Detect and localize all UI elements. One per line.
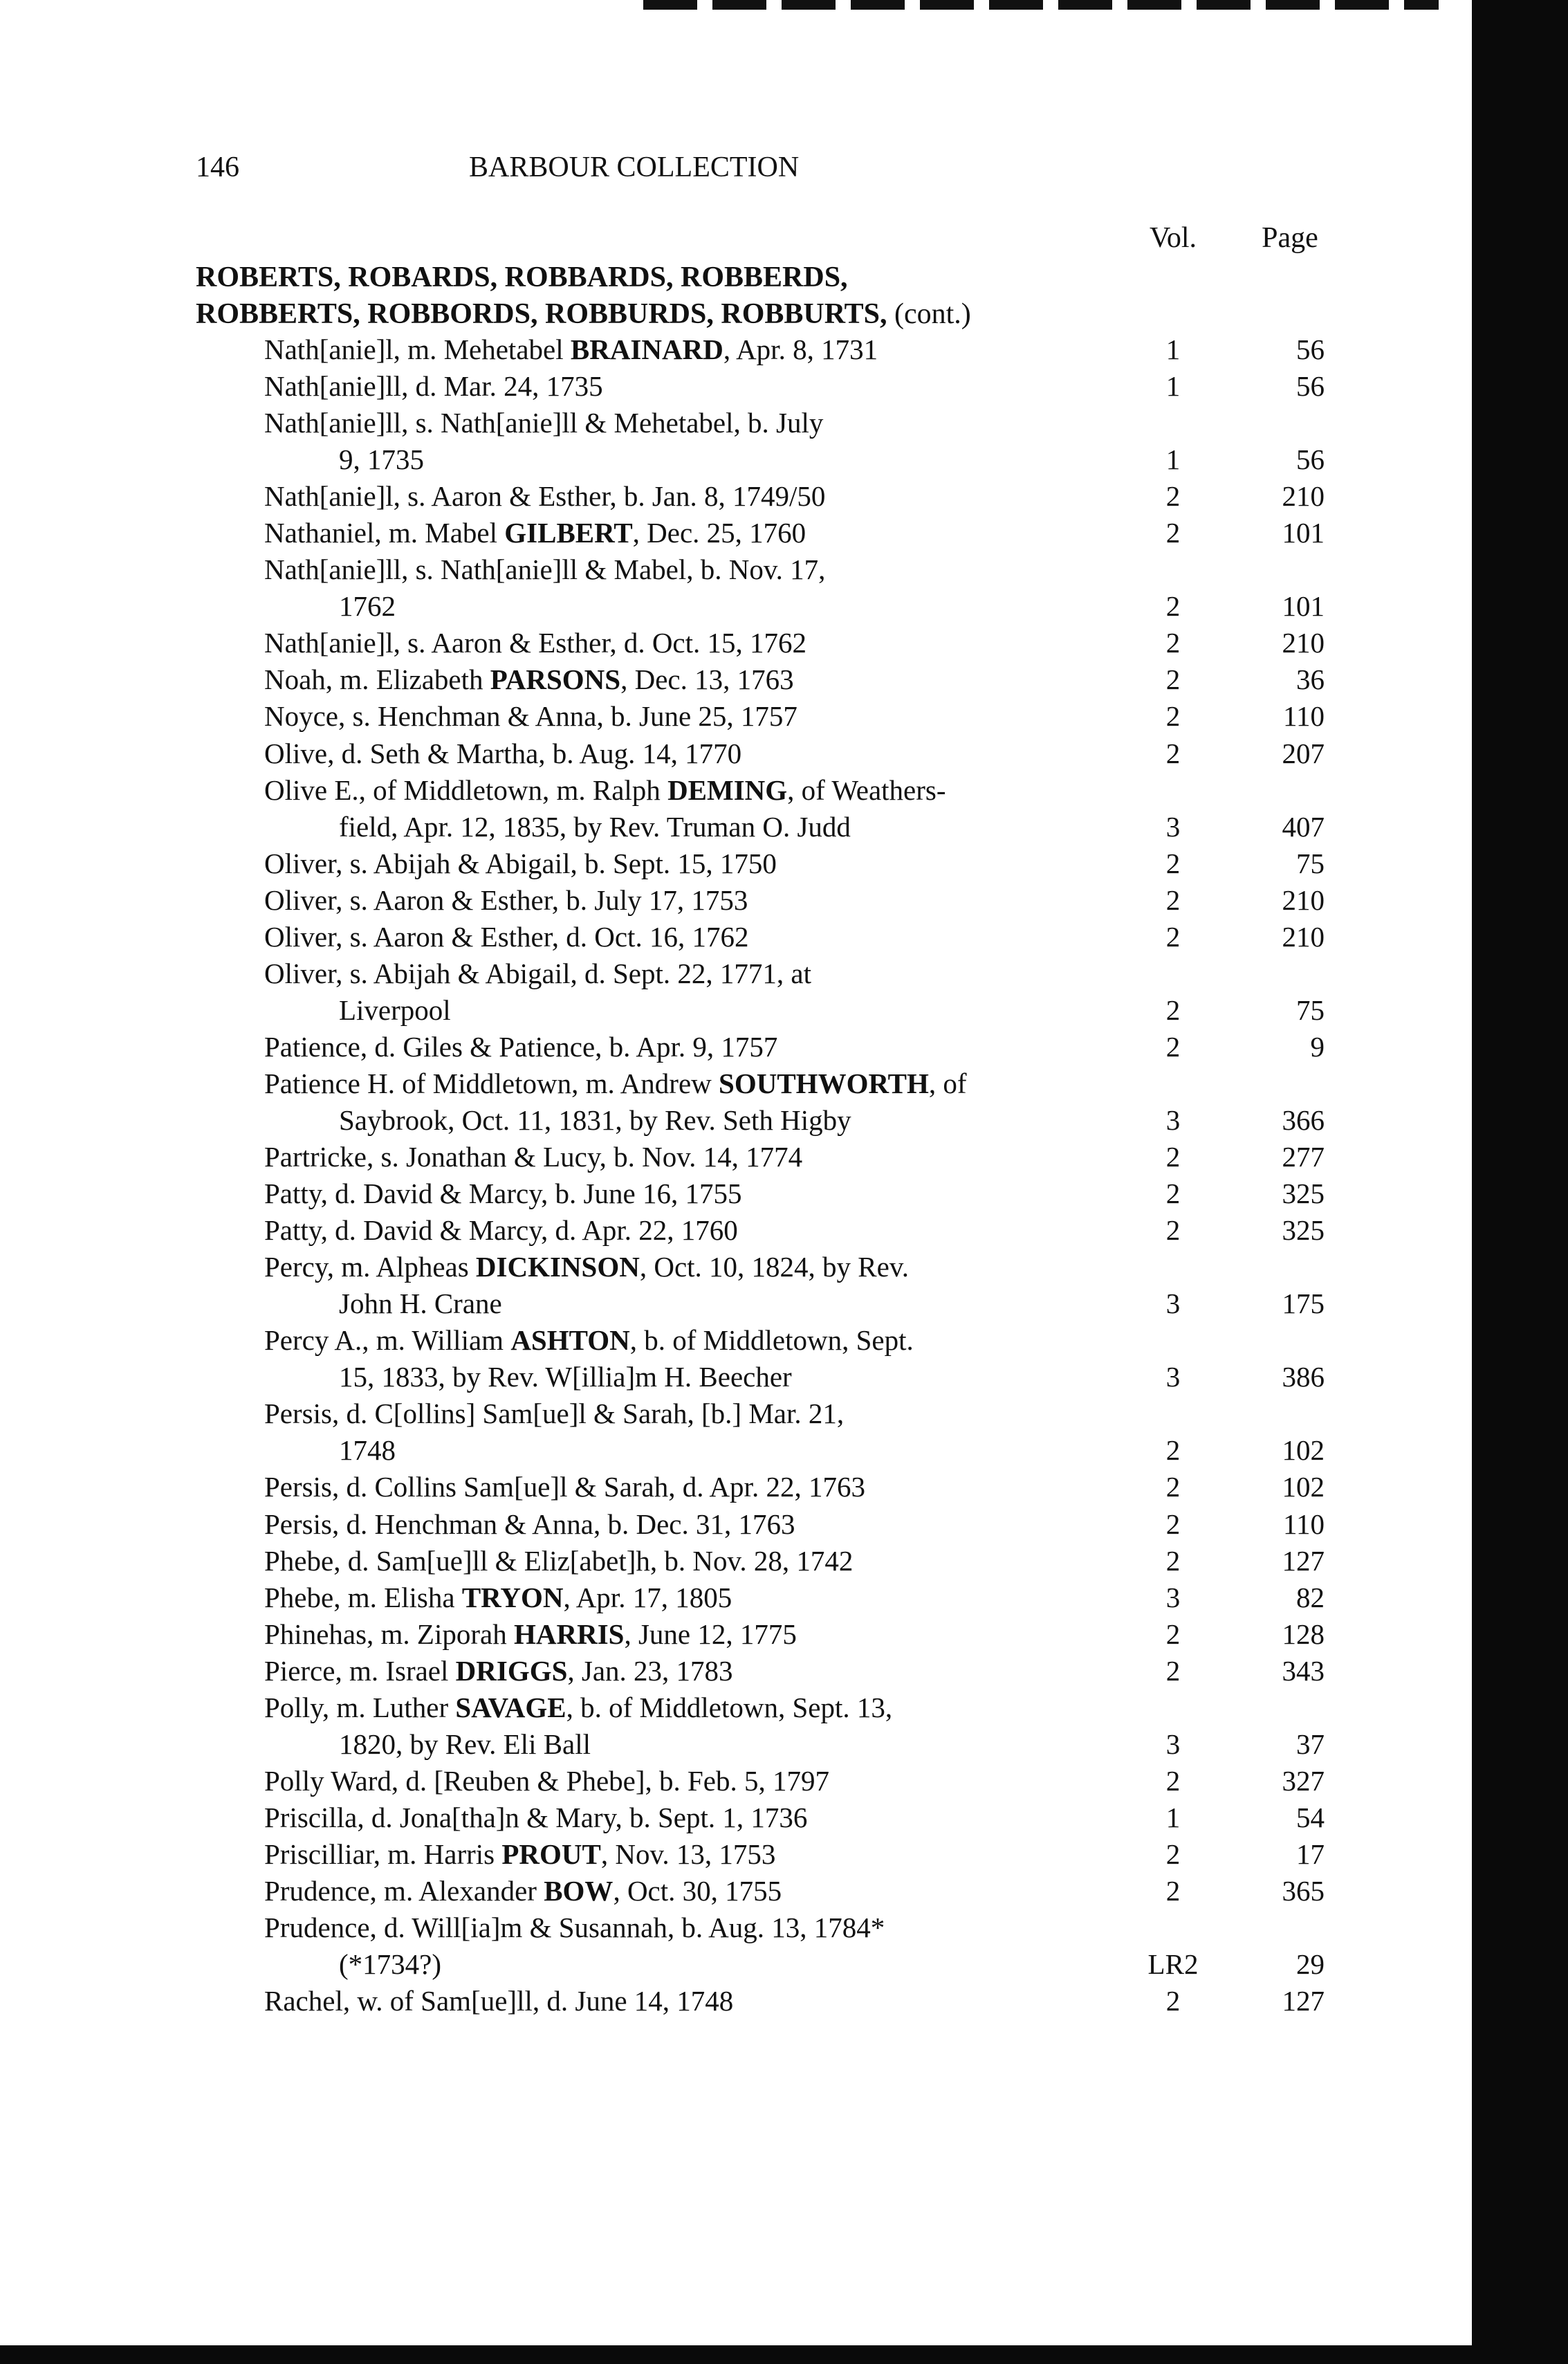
entry-line — [0, 955, 1452, 992]
volume-number: 2 — [1165, 1654, 1181, 1687]
volume-number: 2 — [1165, 883, 1181, 916]
column-header-page: Page — [1262, 222, 1318, 254]
entry-text — [264, 1249, 909, 1285]
entry-text-part: Patience, d. Giles & Patience, b. Apr. 9, 1757 — [264, 1030, 778, 1063]
top-edge-dashes — [643, 0, 1439, 10]
entry-line — [0, 551, 1452, 588]
page-reference: 343 — [1282, 1654, 1325, 1687]
entry-text — [264, 955, 811, 992]
spouse-surname: SAVAGE — [455, 1691, 566, 1723]
entry-text-part: 1748 — [339, 1434, 396, 1467]
page-reference: 127 — [1282, 1544, 1325, 1577]
surname-heading-line2 — [196, 300, 971, 329]
entry-line — [0, 405, 1452, 441]
entry-text — [264, 1212, 738, 1249]
entry-text — [264, 1983, 733, 2019]
entry-text-part: , b. of Middletown, Sept. — [629, 1324, 914, 1357]
volume-number: 1 — [1165, 370, 1181, 403]
volume-number: 2 — [1165, 700, 1181, 733]
page-reference: 386 — [1282, 1361, 1325, 1393]
volume-number: 3 — [1165, 1728, 1181, 1760]
volume-number: 2 — [1165, 627, 1181, 659]
entry-line — [0, 919, 1452, 955]
page-reference: 110 — [1283, 1508, 1325, 1540]
page-reference: 56 — [1296, 370, 1325, 403]
page-reference: 407 — [1282, 810, 1325, 843]
entry-text — [264, 1579, 732, 1616]
entry-text-part: Oliver, s. Aaron & Esther, d. Oct. 16, 1762 — [264, 920, 749, 953]
entry-text-part: (*1734?) — [339, 1948, 442, 1981]
entry-text-part: Prudence, m. Alexander — [264, 1874, 544, 1907]
page-reference: 102 — [1282, 1471, 1325, 1503]
page-reference: 36 — [1296, 663, 1325, 696]
entry-line — [0, 1249, 1452, 1285]
spouse-surname: DICKINSON — [475, 1251, 640, 1283]
page-reference: 210 — [1282, 883, 1325, 916]
entry-text — [264, 331, 878, 368]
volume-number: 3 — [1165, 1288, 1181, 1320]
volume-number: 2 — [1165, 1471, 1181, 1503]
entry-line — [0, 735, 1452, 772]
page-reference: 128 — [1282, 1618, 1325, 1650]
entry-text-part: Percy, m. Alpheas — [264, 1251, 476, 1283]
page-reference: 325 — [1282, 1178, 1325, 1210]
entry-text-part: Liverpool — [339, 993, 451, 1026]
volume-number: 1 — [1165, 443, 1181, 476]
entry-text-part: Nath[anie]ll, s. Nath[anie]ll & Mehetabel, b. July — [264, 407, 824, 439]
entry-text — [264, 1763, 829, 1799]
entry-text-part: Phebe, d. Sam[ue]ll & Eliz[abet]h, b. Nov. 28, 1742 — [264, 1544, 854, 1577]
entry-text-part: Percy A., m. William — [264, 1324, 511, 1357]
spouse-surname: ASHTON — [510, 1324, 630, 1357]
entry-text-part: , Nov. 13, 1753 — [600, 1838, 776, 1870]
entry-text-part: Polly, m. Luther — [264, 1691, 456, 1723]
entry-text-part: Persis, d. Henchman & Anna, b. Dec. 31, 1763 — [264, 1508, 795, 1540]
page-reference: 37 — [1296, 1728, 1325, 1760]
entry-text-part: Rachel, w. of Sam[ue]ll, d. June 14, 1748 — [264, 1985, 734, 2017]
volume-number: 1 — [1165, 1801, 1181, 1833]
entry-text-part: Phebe, m. Elisha — [264, 1581, 462, 1613]
entry-text-part: 15, 1833, by Rev. W[illia]m H. Beecher — [339, 1361, 792, 1393]
entry-text-part: , Apr. 8, 1731 — [723, 333, 878, 365]
volume-number: 2 — [1165, 1030, 1181, 1063]
entry-continuation-line — [0, 1359, 1452, 1395]
spouse-surname: PROUT — [501, 1838, 601, 1870]
entry-text-part: Oliver, s. Aaron & Esther, b. July 17, 1753 — [264, 883, 748, 916]
entry-text — [264, 405, 823, 441]
volume-number: 3 — [1165, 1581, 1181, 1613]
page-reference: 56 — [1296, 333, 1325, 365]
entry-line — [0, 1579, 1452, 1616]
entry-text-part: , b. of Middletown, Sept. 13, — [566, 1691, 893, 1723]
entry-continuation-line — [0, 441, 1452, 478]
page-reference: 29 — [1296, 1948, 1325, 1981]
entry-text — [264, 698, 797, 735]
entry-line — [0, 882, 1452, 919]
entry-text-part: Oliver, s. Abijah & Abigail, b. Sept. 15, 1750 — [264, 847, 777, 879]
entry-line — [0, 1139, 1452, 1175]
entry-text-part: , Oct. 30, 1755 — [613, 1874, 782, 1907]
entry-text-part: Oliver, s. Abijah & Abigail, d. Sept. 22, 1771, at — [264, 957, 811, 989]
page-reference: 102 — [1282, 1434, 1325, 1467]
entry-line — [0, 625, 1452, 661]
page-reference: 210 — [1282, 920, 1325, 953]
entry-continuation-line — [0, 1432, 1452, 1469]
volume-number: 2 — [1165, 1764, 1181, 1797]
entry-line — [0, 1836, 1452, 1873]
entry-text-part: Partricke, s. Jonathan & Lucy, b. Nov. 14, 1774 — [264, 1141, 803, 1173]
scan-border-bottom — [0, 2345, 1568, 2364]
volume-number: 2 — [1165, 1544, 1181, 1577]
entry-text — [264, 1653, 733, 1689]
entry-text — [264, 1689, 892, 1726]
entry-line — [0, 772, 1452, 809]
page-reference: 54 — [1296, 1801, 1325, 1833]
entry-text-part: , Dec. 13, 1763 — [620, 663, 794, 696]
entry-line — [0, 1029, 1452, 1065]
spouse-surname: BRAINARD — [570, 333, 723, 365]
entry-text — [339, 1285, 502, 1322]
entry-text-part: Nath[anie]l, s. Aaron & Esther, d. Oct. 15, 1762 — [264, 627, 807, 659]
spouse-surname: SOUTHWORTH — [719, 1067, 929, 1099]
entry-line — [0, 1873, 1452, 1909]
surname-heading-line2-text: ROBBERTS, ROBBORDS, ROBBURDS, ROBBURTS, — [196, 298, 887, 330]
entry-line — [0, 1616, 1452, 1653]
entry-text — [264, 735, 741, 772]
entry-text-part: field, Apr. 12, 1835, by Rev. Truman O. Judd — [339, 810, 851, 843]
page-reference: 127 — [1282, 1985, 1325, 2017]
page-reference: 207 — [1282, 737, 1325, 769]
entry-continuation-line — [0, 992, 1452, 1029]
spouse-surname: BOW — [544, 1874, 614, 1907]
volume-number: 2 — [1165, 1434, 1181, 1467]
entry-text-part: Nath[anie]ll, d. Mar. 24, 1735 — [264, 370, 603, 403]
entry-text-part: , Apr. 17, 1805 — [563, 1581, 732, 1613]
entry-text — [264, 882, 748, 919]
page-reference: 210 — [1282, 480, 1325, 513]
entry-line — [0, 661, 1452, 698]
entry-text — [264, 515, 806, 551]
page-reference: 175 — [1282, 1288, 1325, 1320]
entry-line — [0, 845, 1452, 882]
spouse-surname: PARSONS — [490, 663, 621, 696]
entry-text — [264, 919, 748, 955]
entry-text — [264, 368, 603, 405]
spouse-surname: DRIGGS — [455, 1654, 568, 1687]
continued-note: (cont.) — [894, 298, 971, 330]
page-reference: 56 — [1296, 443, 1325, 476]
entry-text-part: Polly Ward, d. [Reuben & Phebe], b. Feb. 5, 1797 — [264, 1764, 829, 1797]
entry-text-part: , June 12, 1775 — [624, 1618, 797, 1650]
entry-text — [264, 1322, 914, 1359]
volume-number: 3 — [1165, 810, 1181, 843]
entry-text — [264, 1506, 795, 1543]
entry-text-part: 1820, by Rev. Eli Ball — [339, 1728, 591, 1760]
entry-continuation-line — [0, 1285, 1452, 1322]
entry-text-part: , Dec. 25, 1760 — [632, 517, 806, 549]
page-reference: 327 — [1282, 1764, 1325, 1797]
entry-text-part: , Oct. 10, 1824, by Rev. — [639, 1251, 909, 1283]
volume-number: 2 — [1165, 663, 1181, 696]
entry-text — [339, 1726, 591, 1763]
entry-text-part: Nath[anie]l, m. Mehetabel — [264, 333, 571, 365]
entry-line — [0, 1469, 1452, 1505]
entry-text-part: Noyce, s. Henchman & Anna, b. June 25, 1757 — [264, 700, 797, 733]
surname-heading-line1: ROBERTS, ROBARDS, ROBBARDS, ROBBERDS, — [196, 262, 848, 293]
page-reference: 82 — [1296, 1581, 1325, 1613]
entry-text-part: Persis, d. C[ollins] Sam[ue]l & Sarah, [b.] Mar. 21, — [264, 1398, 845, 1430]
entry-text-part: Prudence, d. Will[ia]m & Susannah, b. Aug. 13, 1784* — [264, 1912, 885, 1944]
entry-text-part: Priscilla, d. Jona[tha]n & Mary, b. Sept. 1, 1736 — [264, 1801, 808, 1833]
entry-text-part: , Jan. 23, 1783 — [567, 1654, 733, 1687]
entry-text — [264, 1616, 797, 1653]
volume-number: 2 — [1165, 920, 1181, 953]
entry-line — [0, 1212, 1452, 1249]
volume-number: 3 — [1165, 1103, 1181, 1136]
entry-text — [264, 1139, 802, 1175]
page-reference: 75 — [1296, 993, 1325, 1026]
entry-text — [339, 992, 451, 1029]
entry-continuation-line — [0, 588, 1452, 625]
volume-number: 2 — [1165, 1508, 1181, 1540]
entry-text-part: 1762 — [339, 590, 396, 623]
entry-text — [264, 1836, 775, 1873]
volume-number: 2 — [1165, 993, 1181, 1026]
entry-text-part: Phinehas, m. Ziporah — [264, 1618, 514, 1650]
page-reference: 277 — [1282, 1141, 1325, 1173]
volume-number: 1 — [1165, 333, 1181, 365]
page-reference: 210 — [1282, 627, 1325, 659]
volume-number: 3 — [1165, 1361, 1181, 1393]
entry-line — [0, 698, 1452, 735]
spouse-surname: HARRIS — [513, 1618, 625, 1650]
volume-number: 2 — [1165, 1214, 1181, 1247]
entry-line — [0, 1983, 1452, 2019]
entry-continuation-line — [0, 1102, 1452, 1139]
entry-text-part: Patience H. of Middletown, m. Andrew — [264, 1067, 719, 1099]
entry-text — [339, 1946, 441, 1983]
entry-text — [264, 661, 794, 698]
volume-number: 2 — [1165, 1178, 1181, 1210]
entry-text — [264, 1909, 885, 1946]
entry-continuation-line — [0, 809, 1452, 845]
entry-text — [264, 1029, 777, 1065]
page-reference: 365 — [1282, 1874, 1325, 1907]
column-header-vol: Vol. — [1149, 222, 1197, 254]
entry-line — [0, 1909, 1452, 1946]
page-reference: 101 — [1282, 590, 1325, 623]
volume-number: 2 — [1165, 1985, 1181, 2017]
page-number: 146 — [196, 152, 239, 183]
entry-text-part: , of — [928, 1067, 967, 1099]
volume-number: 2 — [1165, 590, 1181, 623]
entry-line — [0, 1799, 1452, 1836]
entry-text-part: John H. Crane — [339, 1288, 502, 1320]
volume-number: 2 — [1165, 517, 1181, 549]
entry-text — [264, 551, 825, 588]
entry-text-part: , of Weathers- — [787, 773, 946, 806]
entry-line — [0, 1395, 1452, 1432]
page-reference: 17 — [1296, 1838, 1325, 1870]
entry-text-part: Saybrook, Oct. 11, 1831, by Rev. Seth Higby — [339, 1103, 851, 1136]
entry-text — [264, 845, 777, 882]
entry-text — [339, 1432, 396, 1469]
volume-number: 2 — [1165, 1141, 1181, 1173]
entry-text — [264, 1175, 741, 1212]
entry-text — [264, 1543, 853, 1579]
entry-line — [0, 1322, 1452, 1359]
entry-line — [0, 1175, 1452, 1212]
volume-number: 2 — [1165, 737, 1181, 769]
entry-text-part: Patty, d. David & Marcy, d. Apr. 22, 1760 — [264, 1214, 738, 1247]
entry-line — [0, 478, 1452, 515]
entry-text — [264, 478, 825, 515]
volume-number: 2 — [1165, 480, 1181, 513]
volume-number: LR2 — [1147, 1948, 1199, 1981]
entry-text-part: 9, 1735 — [339, 443, 424, 476]
page-reference: 110 — [1283, 700, 1325, 733]
entry-text-part: Olive, d. Seth & Martha, b. Aug. 14, 1770 — [264, 737, 742, 769]
entry-text-part: Olive E., of Middletown, m. Ralph — [264, 773, 668, 806]
spouse-surname: DEMING — [667, 773, 788, 806]
page-reference: 9 — [1310, 1030, 1325, 1063]
entry-text — [339, 809, 851, 845]
entry-text-part: Persis, d. Collins Sam[ue]l & Sarah, d. Apr. 22, 1763 — [264, 1471, 865, 1503]
entry-text-part: Pierce, m. Israel — [264, 1654, 456, 1687]
page-reference: 75 — [1296, 847, 1325, 879]
entry-text — [339, 1359, 792, 1395]
scan-border-right — [1472, 0, 1568, 2364]
entry-text — [264, 1873, 782, 1909]
entry-text — [264, 1469, 865, 1505]
entry-text-part: Nath[anie]l, s. Aaron & Esther, b. Jan. 8, 1749/50 — [264, 480, 826, 513]
entry-continuation-line — [0, 1946, 1452, 1983]
entry-text-part: Patty, d. David & Marcy, b. June 16, 1755 — [264, 1178, 742, 1210]
entry-line — [0, 331, 1452, 368]
entry-text — [339, 588, 396, 625]
entry-line — [0, 1506, 1452, 1543]
page-reference: 101 — [1282, 517, 1325, 549]
entry-text — [264, 1395, 844, 1432]
entry-text — [339, 1102, 851, 1139]
entry-line — [0, 515, 1452, 551]
entry-text — [339, 441, 424, 478]
page-reference: 366 — [1282, 1103, 1325, 1136]
entry-line — [0, 1653, 1452, 1689]
entry-text — [264, 1799, 807, 1836]
entry-line — [0, 1689, 1452, 1726]
volume-number: 2 — [1165, 1874, 1181, 1907]
volume-number: 2 — [1165, 1838, 1181, 1870]
entry-text-part: Nathaniel, m. Mabel — [264, 517, 505, 549]
entry-text — [264, 772, 946, 809]
entry-continuation-line — [0, 1726, 1452, 1763]
spouse-surname: GILBERT — [504, 517, 633, 549]
entry-line — [0, 1763, 1452, 1799]
entry-text — [264, 625, 806, 661]
entry-list — [0, 331, 1452, 2019]
entry-text-part: Priscilliar, m. Harris — [264, 1838, 502, 1870]
entry-text — [264, 1065, 967, 1102]
volume-number: 2 — [1165, 1618, 1181, 1650]
running-head: BARBOUR COLLECTION — [469, 152, 800, 183]
entry-line — [0, 1543, 1452, 1579]
entry-line — [0, 368, 1452, 405]
entry-text-part: Nath[anie]ll, s. Nath[anie]ll & Mabel, b. Nov. 17, — [264, 553, 826, 586]
volume-number: 2 — [1165, 847, 1181, 879]
entry-line — [0, 1065, 1452, 1102]
spouse-surname: TRYON — [461, 1581, 564, 1613]
page-reference: 325 — [1282, 1214, 1325, 1247]
entry-text-part: Noah, m. Elizabeth — [264, 663, 490, 696]
